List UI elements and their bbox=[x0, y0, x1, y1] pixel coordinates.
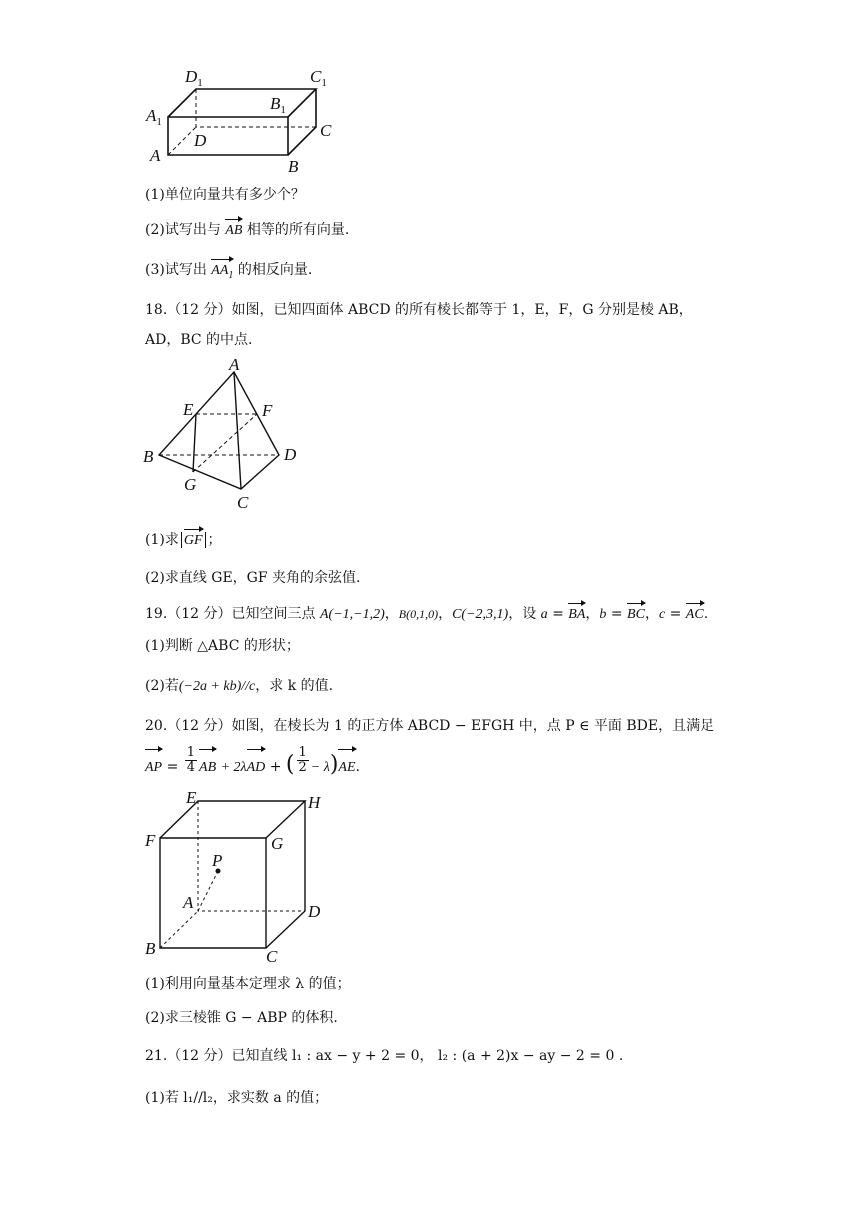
q17-part2: (2)试写出与 AB 相等的所有向量. bbox=[145, 218, 349, 241]
label-H: H bbox=[308, 793, 321, 812]
label-A: A bbox=[229, 356, 240, 374]
q18-part1: (1)求 GF ； bbox=[145, 528, 222, 551]
q18-part2: (2)求直线 GE，GF 夹角的余弦值. bbox=[145, 570, 361, 586]
label-C1: $C_1$ bbox=[310, 67, 327, 89]
q19-part2: (2)若(−2a + kb)//c，求 k 的值. bbox=[145, 678, 334, 694]
label-D1: $D_1$ bbox=[185, 67, 203, 89]
q17-part3: (3)试写出 $AA_1$ 的相反向量. bbox=[145, 258, 312, 286]
q21-line1: 21.（12 分）已知直线 l₁ : ax − y + 2 = 0， l₂ : (a + 2)x − ay − 2 = 0 . bbox=[145, 1048, 624, 1064]
label-D: D bbox=[284, 445, 297, 464]
q18-line1: 18.（12 分）如图，已知四面体 ABCD 的所有棱长都等于 1，E，F，G 分别是棱 AB， bbox=[145, 302, 693, 318]
label-G: G bbox=[184, 475, 197, 494]
label-C: C bbox=[320, 121, 332, 140]
label-A: A bbox=[183, 893, 194, 912]
q18-line2: AD，BC 的中点. bbox=[145, 332, 253, 348]
label-D: D bbox=[308, 902, 321, 921]
q20-line1: 20.（12 分）如图，在棱长为 1 的正方体 ABCD − EFGH 中，点 P ∈ 平面 BDE，且满足 bbox=[145, 718, 715, 734]
tetrahedron-figure bbox=[140, 356, 310, 516]
q20-line2: AP = $\frac{1}{4}$ AB + 2λAD + ( $\frac{1}{2}$ − λ)AE. bbox=[145, 746, 360, 785]
label-E: E bbox=[186, 788, 197, 807]
q21-part1: (1)若 l₁//l₂，求实数 a 的值； bbox=[145, 1090, 329, 1106]
label-E: E bbox=[183, 400, 194, 419]
cube-figure bbox=[140, 786, 340, 966]
q20-part1: (1)利用向量基本定理求 λ 的值； bbox=[145, 976, 351, 992]
label-C: C bbox=[266, 947, 278, 966]
label-B1: $B_1$ bbox=[270, 94, 286, 116]
label-F: F bbox=[145, 831, 156, 850]
box-figure bbox=[140, 62, 350, 182]
label-B: B bbox=[145, 939, 156, 958]
label-B: B bbox=[288, 157, 299, 176]
label-A1: $A_1$ bbox=[146, 106, 162, 128]
q20-part2: (2)求三棱锥 G − ABP 的体积. bbox=[145, 1010, 338, 1026]
label-C: C bbox=[237, 493, 249, 512]
label-A: A bbox=[150, 146, 161, 165]
label-B: B bbox=[143, 447, 154, 466]
q17-part1: (1)单位向量共有多少个？ bbox=[145, 187, 305, 203]
label-F: F bbox=[262, 401, 273, 420]
label-P: P bbox=[212, 851, 223, 870]
q19-part1: (1)判断 △ABC 的形状； bbox=[145, 638, 300, 654]
label-G: G bbox=[271, 834, 284, 853]
q19-line1: 19.（12 分）已知空间三点 A(−1,−1,2)，B(0,1,0)，C(−2,3,1)，设 a = BA，b = BC，c = AC. bbox=[145, 602, 708, 625]
label-D: D bbox=[194, 131, 207, 150]
